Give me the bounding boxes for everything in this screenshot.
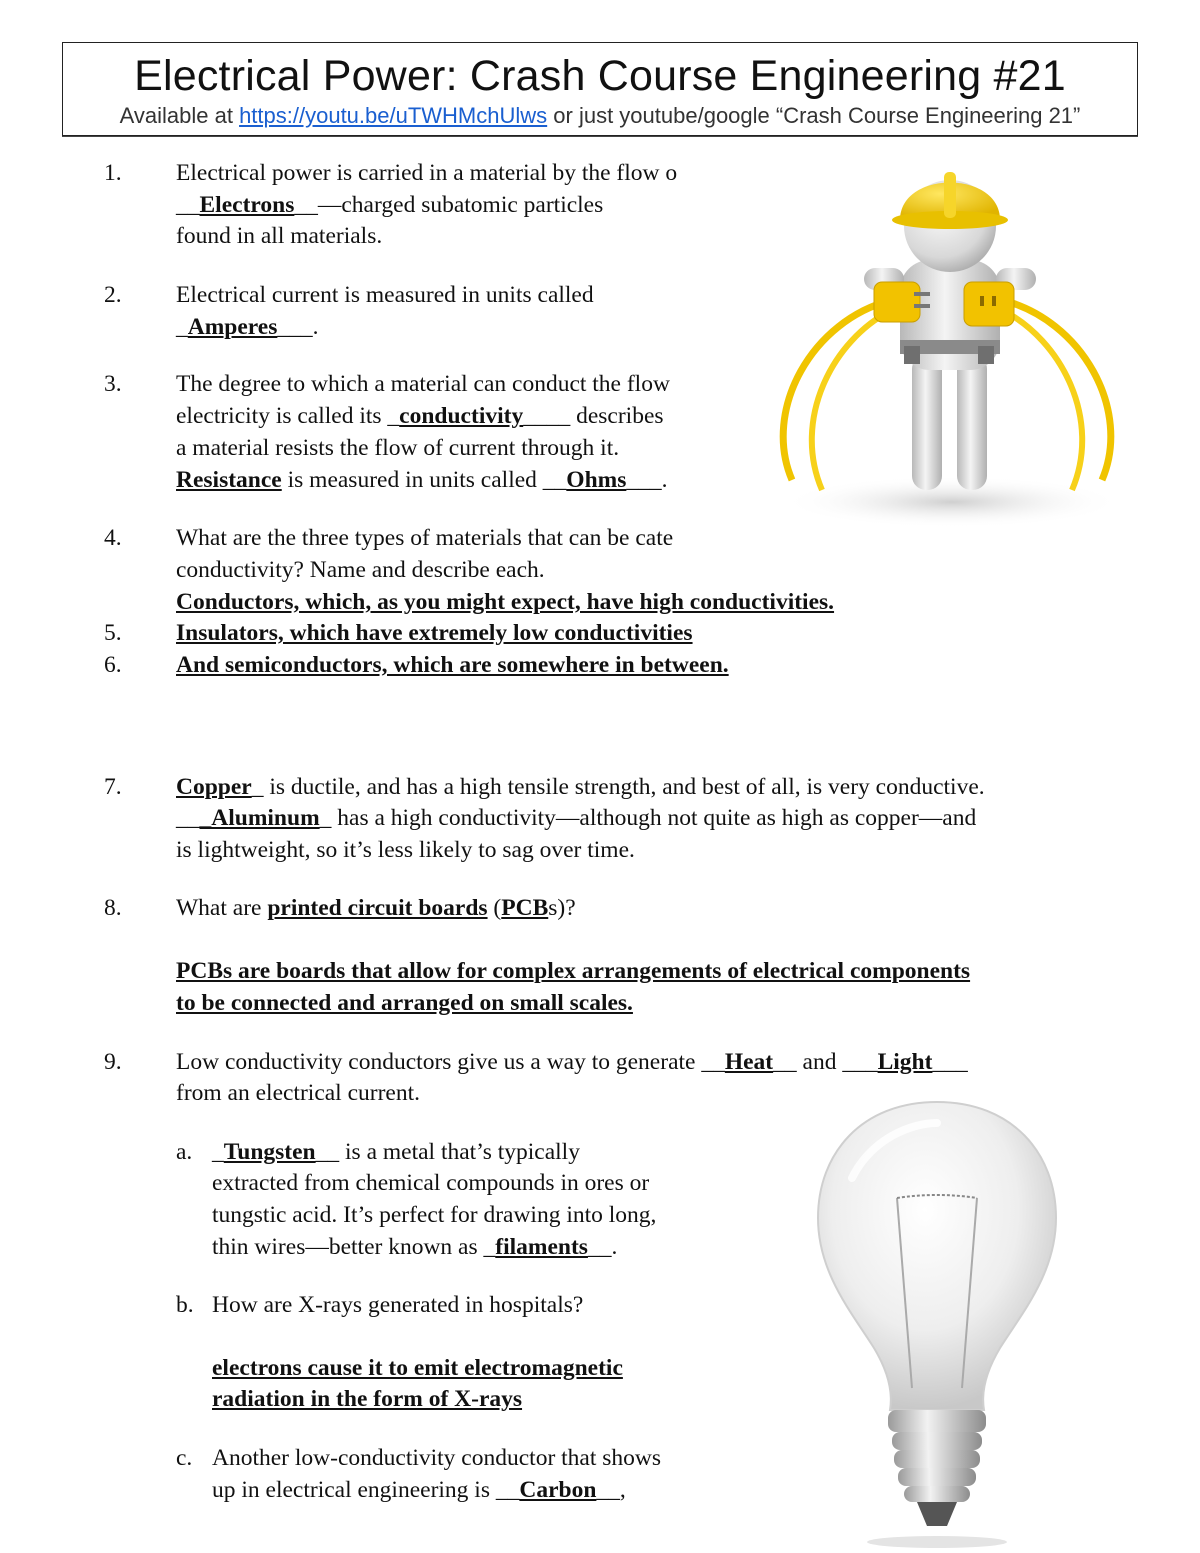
q7-number: 7. xyxy=(104,774,122,800)
q9c-line2: up in electrical engineering is __Carbon__, xyxy=(212,1477,626,1503)
q7-answer-copper: Copper xyxy=(176,774,252,800)
q8-line1: What are printed circuit boards (PCBs)? xyxy=(176,895,576,921)
q3-line2: electricity is called its _conductivity____ describes xyxy=(176,403,664,429)
q3-answer-resistance: Resistance xyxy=(176,467,282,493)
q4-line1: What are the three types of materials that can be cate xyxy=(176,525,674,551)
page-subtitle xyxy=(63,103,1137,129)
q9b-answer-line1: electrons cause it to emit electromagnetic xyxy=(212,1355,623,1381)
q9-answer-heat: Heat xyxy=(724,1049,774,1075)
q8-answer-line1: PCBs are boards that allow for complex arrangements of electrical components xyxy=(176,958,971,984)
q2-line1: Electrical current is measured in units called xyxy=(176,282,594,308)
q7-answer-aluminum: _Aluminum xyxy=(199,805,320,831)
q2-line2: _Amperes___. xyxy=(176,314,319,340)
q7-line2: ___Aluminum_ has a high conductivity—although not quite as high as copper—and xyxy=(176,805,977,831)
q4-number: 4. xyxy=(104,525,122,551)
q9b-letter: b. xyxy=(176,1292,194,1318)
subtitle-prefix: Available at xyxy=(119,103,240,128)
page-title: Electrical Power: Crash Course Engineering #21 xyxy=(134,52,1066,100)
header-rule xyxy=(62,136,1138,137)
q6-number: 6. xyxy=(104,652,122,678)
q4-answer-semiconductors: And semiconductors, which are somewhere in between. xyxy=(176,652,729,678)
q1-number: 1. xyxy=(104,160,122,186)
q9-line2: from an electrical current. xyxy=(176,1080,420,1106)
q8-number: 8. xyxy=(104,895,122,921)
q7-line3: is lightweight, so it’s less likely to sag over time. xyxy=(176,837,635,863)
q9b-line1: How are X-rays generated in hospitals? xyxy=(212,1292,584,1318)
q4-line2: conductivity? Name and describe each. xyxy=(176,557,545,583)
q9c-answer-carbon: Carbon xyxy=(519,1477,597,1503)
q9-line1: Low conductivity conductors give us a way to generate __Heat__ and ___Light___ xyxy=(176,1049,968,1075)
q7-line1: Copper_ is ductile, and has a high tensile strength, and best of all, is very conductive. xyxy=(176,774,985,800)
q1-line2: __Electrons__—charged subatomic particles xyxy=(176,192,604,218)
q9-answer-light: Light xyxy=(877,1049,933,1075)
header-box xyxy=(62,42,1138,136)
q9c-line1: Another low-conductivity conductor that shows xyxy=(212,1445,662,1471)
light-bulb-image xyxy=(812,1098,1062,1550)
q9-number: 9. xyxy=(104,1049,122,1075)
q3-answer-conductivity: conductivity xyxy=(399,403,524,429)
q3-line4: Resistance is measured in units called __Ohms___. xyxy=(176,467,668,493)
q4-answer-insulators: Insulators, which have extremely low conductivities xyxy=(176,620,693,646)
q8-answer-line2: to be connected and arranged on small scales. xyxy=(176,990,633,1016)
electrician-figure-image xyxy=(752,150,1148,530)
q4-answer-conductors: Conductors, which, as you might expect, have high conductivities. xyxy=(176,589,835,615)
q5-number: 5. xyxy=(104,620,122,646)
q9a-line2: extracted from chemical compounds in ores or xyxy=(212,1170,650,1196)
q8-term-pcb: printed circuit boards xyxy=(267,895,488,921)
q3-number: 3. xyxy=(104,371,122,397)
q1-line3: found in all materials. xyxy=(176,223,383,249)
q1-line1: Electrical power is carried in a material by the flow o xyxy=(176,160,678,186)
q3-line1: The degree to which a material can conduct the flow xyxy=(176,371,670,397)
q9a-line3: tungstic acid. It’s perfect for drawing into long, xyxy=(212,1202,657,1228)
q8-term-abbrev: PCB xyxy=(501,895,549,921)
q9a-line1: _Tungsten__ is a metal that’s typically xyxy=(212,1139,580,1165)
video-link[interactable]: https://youtu.be/uTWHMchUlws xyxy=(239,103,548,128)
q9c-letter: c. xyxy=(176,1445,193,1471)
q2-number: 2. xyxy=(104,282,122,308)
q9a-answer-filaments: filaments xyxy=(495,1234,588,1260)
subtitle-suffix: or just youtube/google “Crash Course Engineering 21” xyxy=(547,103,1081,128)
q9a-line4: thin wires—better known as _filaments__. xyxy=(212,1234,618,1260)
q1-answer: Electrons xyxy=(199,192,295,218)
q2-answer: Amperes xyxy=(187,314,278,340)
q3-answer-ohms: Ohms xyxy=(566,467,627,493)
q9a-letter: a. xyxy=(176,1139,193,1165)
q9a-answer-tungsten: Tungsten xyxy=(223,1139,316,1165)
q3-line3: a material resists the flow of current through it. xyxy=(176,435,620,461)
q9b-answer-line2: radiation in the form of X-rays xyxy=(212,1386,523,1412)
